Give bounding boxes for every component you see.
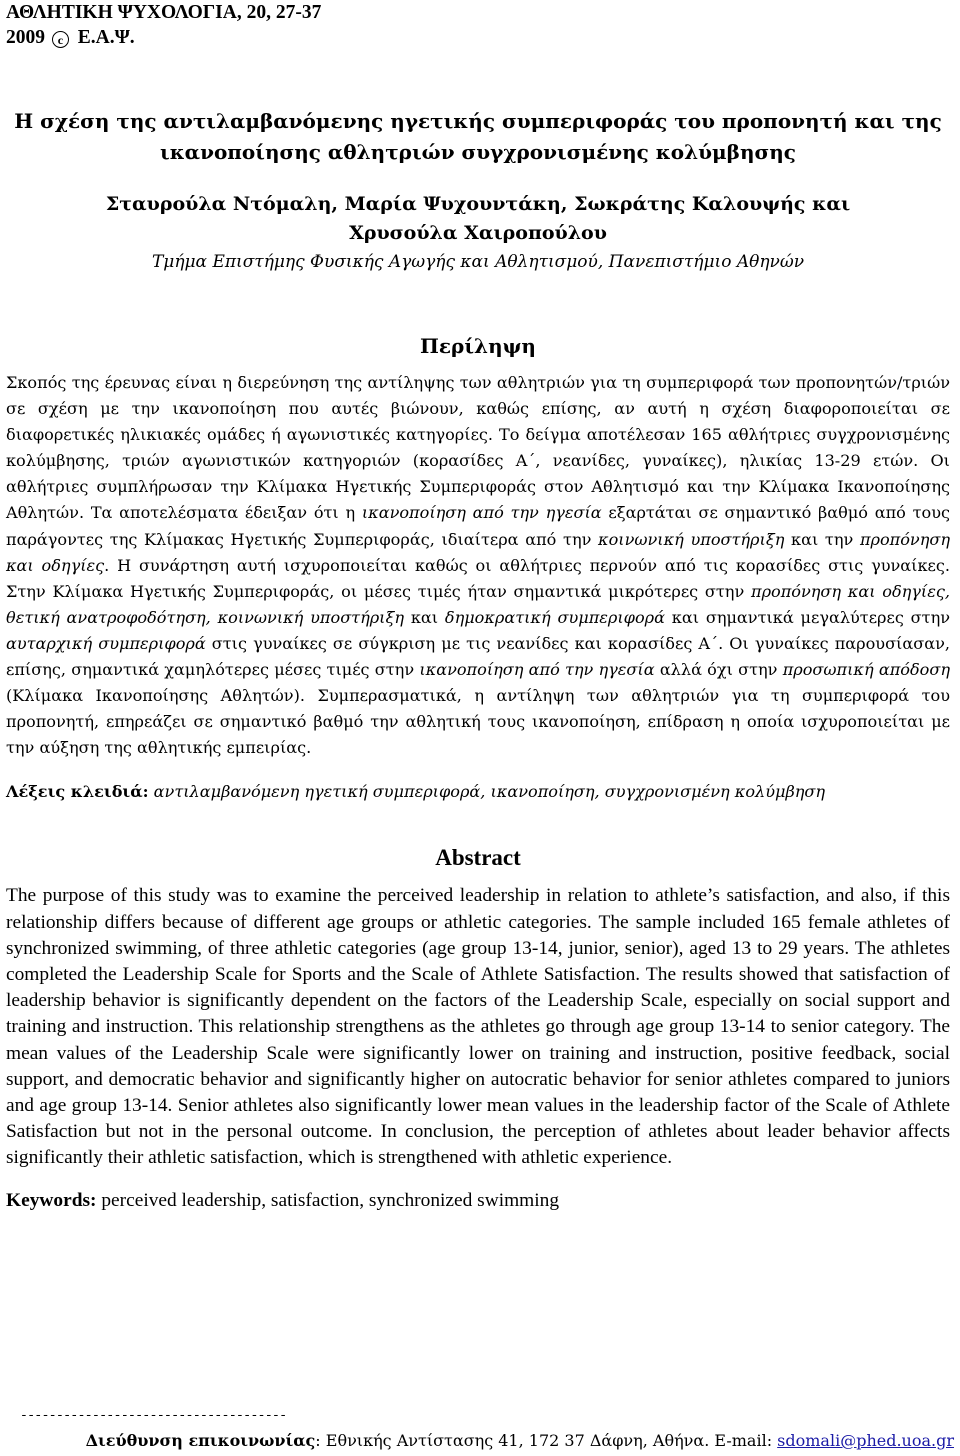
greek-keywords-list: αντιλαμβανόμενη ηγετική συμπεριφορά, ικανοποίηση, συγχρονισμένη κολύμβηση xyxy=(153,782,826,802)
english-keywords xyxy=(6,1188,950,1214)
greek-abstract-emphasis-4: προπόνηση και οδηγίες, θετική ανατροφοδότηση, κοινωνική υποστήριξη xyxy=(6,581,950,627)
greek-abstract-emphasis-6: αυταρχική συμπεριφορά xyxy=(6,633,206,653)
contact-address: : Εθνικής Αντίστασης 41, 172 37 Δάφνη, Αθήνα. E-mail: xyxy=(315,1431,778,1450)
english-abstract-body: The purpose of this study was to examine the perceived leadership in relation to athlete’s satisfaction, and also, if this relationship differs because of different age groups or athletic categories. The sample included 165 female athletes of synchronized swimming, of three athletic categories (age group 13-14, junior, senior), aged 13 to 29 years. The athletes completed the Leadership Scale for Sports and the Scale of Athlete Satisfaction. The results showed that satisfaction of leadership behavior is significantly dependent on the factors of the Leadership Scale, especially on social support and training and instruction. This relationship strengthens as the athletes go through age group 13-14 to senior category. The mean values of the Leadership Scale were significantly lower on training and instruction, positive feedback, social support, and democratic behavior and significantly higher on autocratic behavior for senior athletes compared to juniors and age group 13-14. Senior athletes also significantly lower mean values in the leadership factor of the Scale of Athlete Satisfaction but not in the personal outcome. In conclusion, the perception of athletes about leader behavior affects significantly their athletic satisfaction, which is strengthened with athletic experience. xyxy=(6,885,950,1169)
greek-abstract-emphasis-1: ικανοποίηση από την ηγεσία xyxy=(361,503,602,523)
english-keywords-label: Keywords: xyxy=(6,1189,97,1211)
greek-abstract-emphasis-5: δημοκρατική συμπεριφορά xyxy=(444,607,665,627)
journal-year: 2009 xyxy=(6,27,45,48)
affiliation: Τμήμα Επιστήμης Φυσικής Αγωγής και Αθλητισμού, Πανεπιστήμιο Αθηνών xyxy=(151,252,805,272)
journal-header xyxy=(6,0,950,50)
greek-keywords xyxy=(6,779,950,805)
paper-title-line-2: ικανοποίησης αθλητριών συγχρονισμένης κολύμβησης xyxy=(160,140,796,164)
paper-page xyxy=(6,0,950,1214)
author-line-2: Χρυσούλα Χαιροπούλου xyxy=(349,222,607,244)
greek-abstract-body xyxy=(6,370,950,761)
english-abstract-heading: Abstract xyxy=(435,845,521,871)
greek-abstract-text-5: και xyxy=(404,607,445,627)
journal-year-line xyxy=(6,25,950,50)
greek-abstract-text-9: (Κλίμακα Ικανοποίησης Αθλητών). Συμπερασματικά, η αντίληψη των αθλητριών για τη συμπεριφορά του προπονητή, επηρεάζει σε σημαντικό βαθμό την αθλητική τους ικανοποίηση, επίδραση η οποία ισχυροποιείται με την αύξηση της αθλητικής εμπειρίας. xyxy=(6,686,950,758)
contact-footnote xyxy=(0,1430,960,1452)
greek-abstract-emphasis-8: προσωπική απόδοση xyxy=(782,660,950,680)
greek-abstract-text-6: και σημαντικά μεγαλύτερες στην xyxy=(664,607,950,627)
journal-line: ΑΘΛΗΤΙΚΗ ΨΥΧΟΛΟΓΙΑ, 20, 27-37 xyxy=(6,2,322,23)
paper-title-line-1: Η σχέση της αντιλαμβανόμενης ηγετικής συμπεριφοράς του προπονητή και της xyxy=(14,109,942,133)
contact-email-link[interactable]: sdomali@phed.uoa.gr xyxy=(777,1431,954,1450)
greek-abstract-emphasis-7: ικανοποίηση από την ηγεσία xyxy=(419,660,655,680)
greek-abstract-text-8: αλλά όχι στην xyxy=(654,660,783,680)
paper-title xyxy=(6,106,950,168)
journal-publisher: Ε.Α.Ψ. xyxy=(77,27,135,48)
greek-keywords-label: Λέξεις κλειδιά: xyxy=(6,782,149,802)
greek-abstract-text-1: Σκοπός της έρευνας είναι η διερεύνηση της αντίληψης των αθλητριών για τη συμπεριφορά των προπονητών/τριών σε σχέση με την ικανοποίηση που αυτές βιώνουν, καθώς επίσης, αν αυτή η σχέση διαφοροποιείται σε διαφορετικές ηλικιακές ομάδες ή αγωνιστικές κατηγορίες. Το δείγμα αποτέλεσαν 165 αθλήτριες συγχρονισμένης κολύμβησης, τριών αγωνιστικών κατηγοριών (κορασίδες Α΄, νεανίδες, γυναίκες), ηλικίας 13-29 ετών. Οι αθλήτριες συμπλήρωσαν την Κλίμακα Ηγετικής Συμπεριφοράς στον Αθλητισμό και την Κλίμακα Ικανοποίησης Αθλητών. Τα αποτελέσματα έδειξαν ότι η xyxy=(6,373,950,523)
greek-abstract-text-4: . Η συνάρτηση αυτή ισχυροποιείται καθώς οι αθλήτριες περνούν από τις κορασίδες στις γυναίκες. Στην Κλίμακα Ηγετικής Συμπεριφοράς, οι μέσες τιμές ήταν σημαντικά μικρότερες στην xyxy=(6,555,950,601)
greek-abstract-emphasis-2: κοινωνική υποστήριξη xyxy=(598,529,785,549)
footnote-divider: ------------------------------------- xyxy=(20,1408,287,1423)
greek-abstract-text-7: στις γυναίκες σε σύγκριση με τις νεανίδες και κορασίδες Α΄. Οι γυναίκες παρουσίασαν, επίσης, σημαντικά χαμηλότερες μέσες τιμές στην xyxy=(6,633,950,680)
copyright-icon: c xyxy=(52,31,69,48)
greek-abstract-text-2: εξαρτάται σε σημαντικό βαθμό από τους παράγοντες της Κλίμακας Ηγετικής Συμπεριφοράς, ιδιαίτερα από την xyxy=(6,503,950,549)
greek-abstract-heading: Περίληψη xyxy=(420,334,536,358)
greek-abstract-emphasis-3: προπόνηση και οδηγίες xyxy=(6,529,950,575)
english-keywords-list: perceived leadership, satisfaction, synchronized swimming xyxy=(101,1189,560,1211)
contact-label: Διεύθυνση επικοινωνίας xyxy=(85,1431,316,1450)
greek-abstract-text-3: και την xyxy=(784,529,860,549)
author-list xyxy=(6,190,950,248)
author-line-1: Σταυρούλα Ντόμαλη, Μαρία Ψυχουντάκη, Σωκράτης Καλουψής και xyxy=(105,193,851,215)
